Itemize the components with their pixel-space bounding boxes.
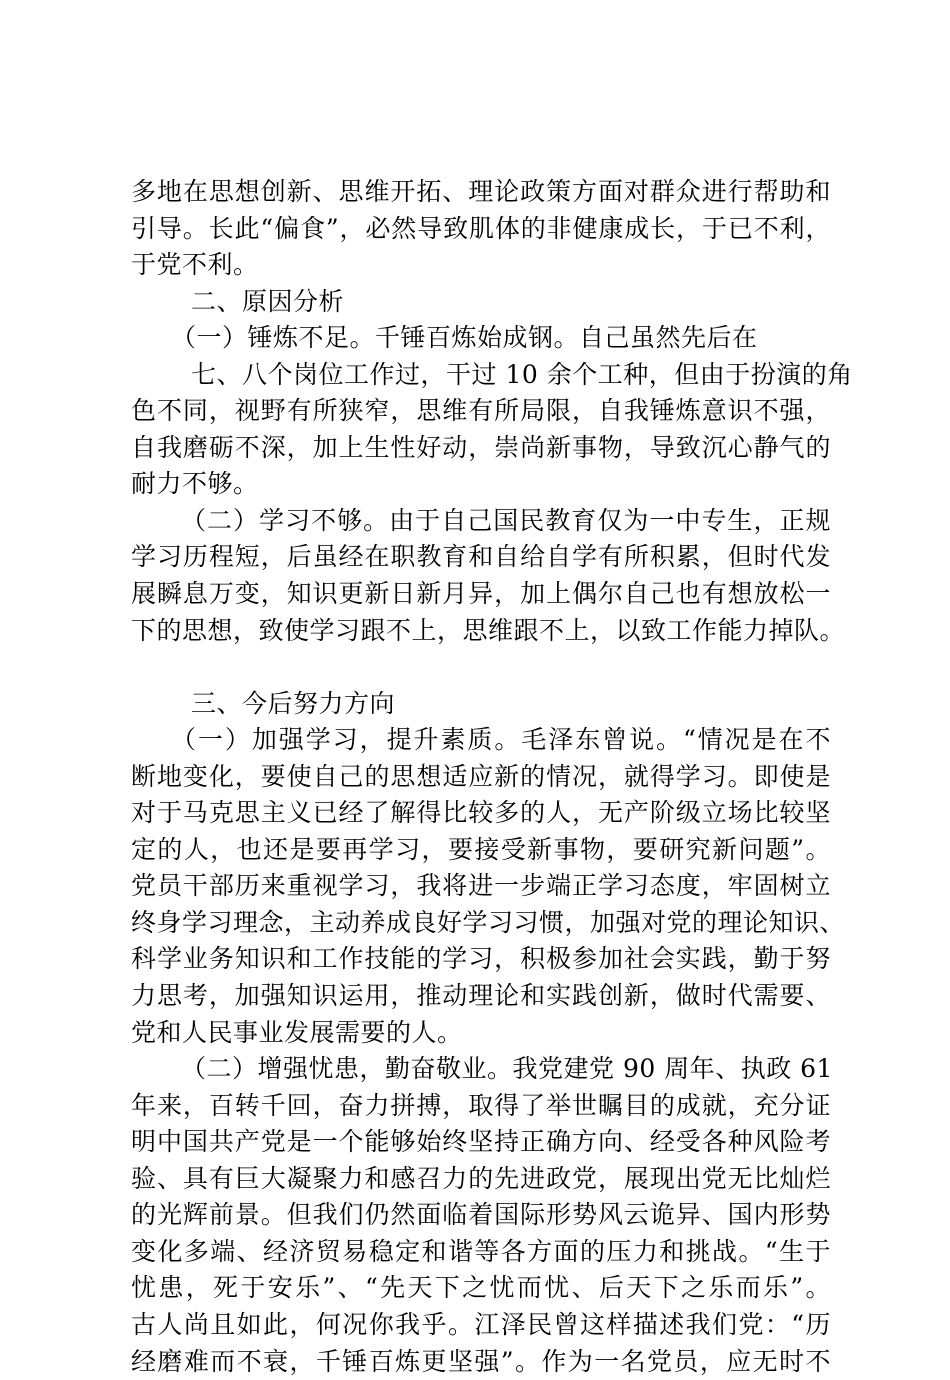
text-line: 力思考，加强知识运用，推动理论和实践创新，做时代需要、 (131, 978, 831, 1015)
text-line: 的光辉前景。但我们仍然面临着国际形势风云诡异、国内形势 (131, 1197, 831, 1234)
text-line: 对于马克思主义已经了解得比较多的人，无产阶级立场比较坚 (131, 795, 831, 832)
text-line: 明中国共产党是一个能够始终坚持正确方向、经受各种风险考 (131, 1124, 831, 1161)
text-line: （一）加强学习，提升素质。毛泽东曾说。“情况是在不 (131, 722, 831, 759)
text-line: 色不同，视野有所狭窄，思维有所局限，自我锤炼意识不强， (131, 393, 831, 430)
section-heading: 二、原因分析 (131, 284, 831, 321)
text-line: 学习历程短，后虽经在职教育和自给自学有所积累，但时代发 (131, 539, 831, 576)
text-line: 下的思想，致使学习跟不上，思维跟不上，以致工作能力掉队。 (131, 613, 831, 650)
text-line: 定的人，也还是要再学习，要接受新事物，要研究新问题”。 (131, 832, 831, 869)
text-line: 引导。长此“偏食”，必然导致肌体的非健康成长，于已不利， (131, 211, 831, 248)
text-line: 断地变化，要使自己的思想适应新的情况，就得学习。即使是 (131, 759, 831, 796)
text-line: 经磨难而不衰，千锤百炼更坚强”。作为一名党员，应无时不 (131, 1344, 831, 1380)
text-line: （一）锤炼不足。千锤百炼始成钢。自己虽然先后在 (131, 320, 831, 357)
text-line: 党员干部历来重视学习，我将进一步端正学习态度，牢固树立 (131, 868, 831, 905)
text-line: 忧患，死于安乐”、“先天下之忧而忧、后天下之乐而乐”。 (131, 1270, 831, 1307)
text-line: 年来，百转千回，奋力拼搏，取得了举世瞩目的成就，充分证 (131, 1088, 831, 1125)
text-line: 变化多端、经济贸易稳定和谐等各方面的压力和挑战。“生于 (131, 1234, 831, 1271)
text-line: 古人尚且如此，何况你我乎。江泽民曾这样描述我们党：“历 (131, 1307, 831, 1344)
text-line: 七、八个岗位工作过，干过 10 余个工种，但由于扮演的角 (131, 357, 831, 394)
text-line: （二）增强忧患，勤奋敬业。我党建党 90 周年、执政 61 (131, 1051, 831, 1088)
body-text (131, 174, 831, 1380)
section-heading: 三、今后努力方向 (131, 686, 831, 723)
text-line: 于党不利。 (131, 247, 831, 284)
text-line: 党和人民事业发展需要的人。 (131, 1015, 831, 1052)
text-line: 耐力不够。 (131, 466, 831, 503)
paragraph-gap (131, 649, 831, 686)
text-line: 科学业务知识和工作技能的学习，积极参加社会实践，勤于努 (131, 941, 831, 978)
text-line: 验、具有巨大凝聚力和感召力的先进政党，展现出党无比灿烂 (131, 1161, 831, 1198)
text-line: 自我磨砺不深，加上生性好动，崇尚新事物，导致沉心静气的 (131, 430, 831, 467)
text-line: （二）学习不够。由于自己国民教育仅为一中专生，正规 (131, 503, 831, 540)
text-line: 展瞬息万变，知识更新日新月异，加上偶尔自己也有想放松一 (131, 576, 831, 613)
text-line: 终身学习理念，主动养成良好学习习惯，加强对党的理论知识、 (131, 905, 831, 942)
text-line: 多地在思想创新、思维开拓、理论政策方面对群众进行帮助和 (131, 174, 831, 211)
